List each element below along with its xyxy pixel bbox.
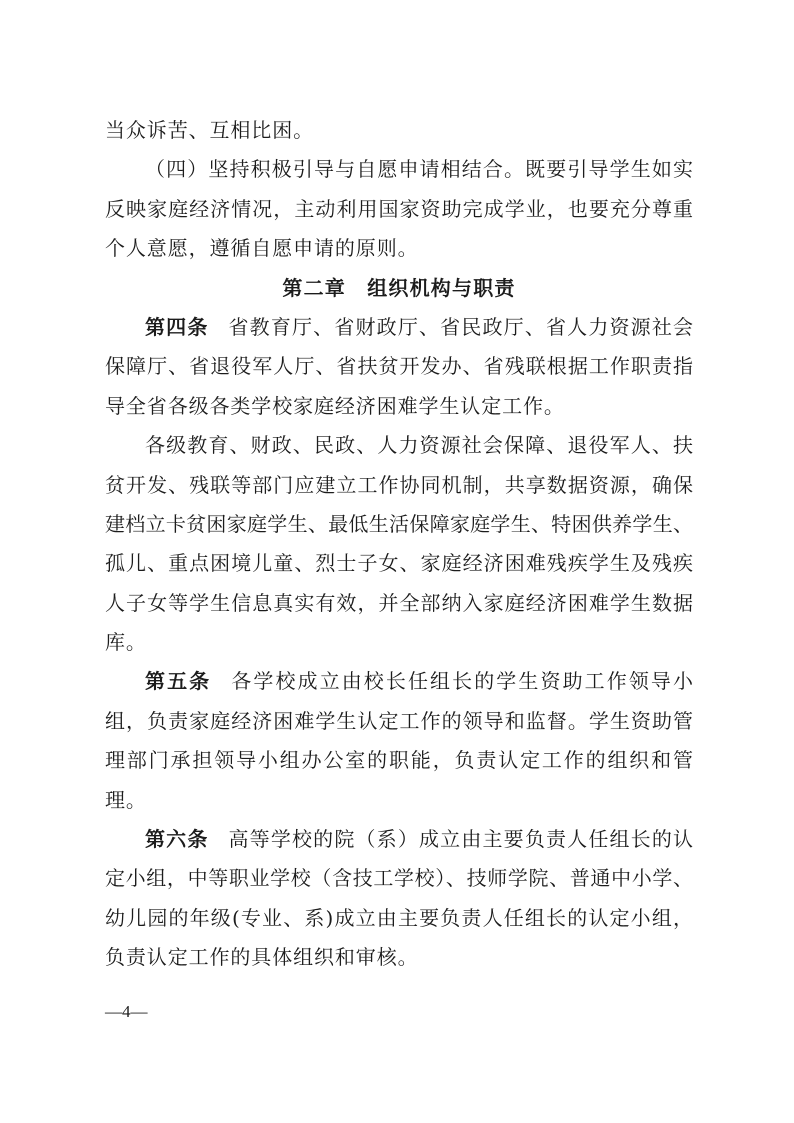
article-5-first-line (105, 662, 693, 701)
text-line: 理。 (105, 787, 147, 812)
page-number: —4— (105, 1002, 148, 1021)
text-line: 保障厅、省退役军人厅、省扶贫开发办、省残联根据工作职责指 (105, 354, 693, 379)
text-line: 建档立卡贫困家庭学生、最低生活保障家庭学生、特困供养学生、 (105, 511, 693, 536)
text-line: 幼儿园的年级(专业、系)成立由主要负责人任组长的认定小组， (105, 905, 693, 930)
text-line: 省教育厅、省财政厅、省民政厅、省人力资源社会 (228, 314, 693, 339)
document-body (105, 111, 693, 978)
text-line: 各学校成立由校长任组长的学生资助工作领导小 (231, 669, 694, 694)
text-line: 人子女等学生信息真实有效，并全部纳入家庭经济困难学生数据 (105, 590, 693, 615)
text-line: 组，负责家庭经济困难学生认定工作的领导和监督。学生资助管 (105, 708, 693, 733)
text-line: （四）坚持积极引导与自愿申请相结合。既要引导学生如实 (145, 157, 693, 182)
article-4-first-line (105, 308, 693, 347)
text-line: 库。 (105, 630, 147, 655)
text-line: 定小组，中等职业学校（含技工学校）、技师学院、普通中小学、 (105, 866, 693, 891)
text-line: 当众诉苦、互相比困。 (105, 118, 314, 142)
text-line: 各级教育、财政、民政、人力资源社会保障、退役军人、扶 (145, 433, 693, 458)
text-line: 理部门承担领导小组办公室的职能，负责认定工作的组织和管 (105, 748, 693, 773)
text-line: 贫开发、残联等部门应建立工作协同机制，共享数据资源，确保 (105, 472, 693, 497)
text-line: 个人意愿，遵循自愿申请的原则。 (105, 236, 419, 261)
article-label: 第六条 (145, 827, 209, 852)
text-line: 反映家庭经济情况，主动利用国家资助完成学业，也要充分尊重 (105, 196, 693, 221)
text-line: 高等学校的院（系）成立由主要负责人任组长的认 (228, 827, 693, 852)
text-line: 孤儿、重点困境儿童、烈士子女、家庭经济困难残疾学生及残疾 (105, 551, 693, 576)
text-line: 导全省各级各类学校家庭经济困难学生认定工作。 (105, 393, 565, 418)
article-label: 第四条 (145, 314, 209, 339)
chapter-heading: 第二章 组织机构与职责 (282, 275, 516, 300)
article-6-first-line (105, 820, 693, 859)
article-label: 第五条 (145, 669, 212, 694)
text-line: 负责认定工作的具体组织和审核。 (105, 945, 419, 970)
